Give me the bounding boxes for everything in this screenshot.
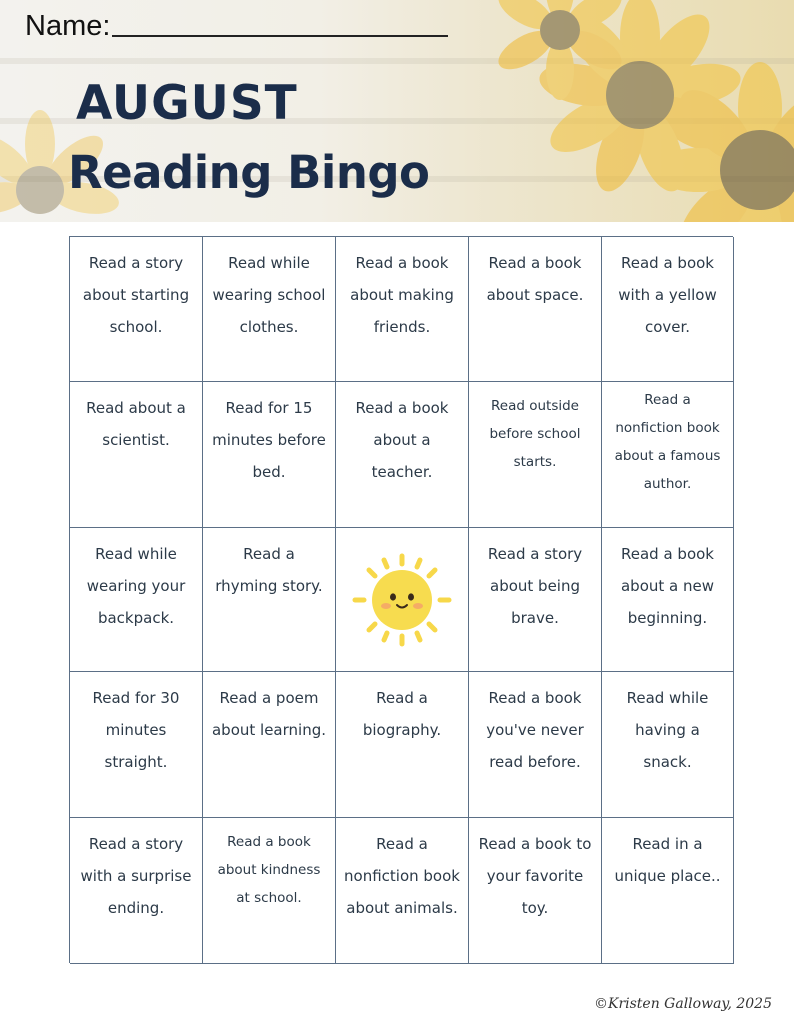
bingo-cell[interactable] xyxy=(203,818,336,964)
bingo-cell-text: Read a nonfiction book about a famous author. xyxy=(614,392,721,492)
bingo-cell[interactable] xyxy=(602,382,734,528)
bingo-cell-text: Read a book about a teacher. xyxy=(355,399,449,481)
bingo-cell-text: Read a book to your favorite toy. xyxy=(478,835,592,917)
bingo-cell-text: Read a book with a yellow cover. xyxy=(618,254,717,336)
bingo-cell-text: Read a story about starting school. xyxy=(82,254,190,336)
smiling-sun-icon xyxy=(347,550,457,650)
name-label: Name: xyxy=(25,10,111,42)
bingo-cell-text: Read a book about making friends. xyxy=(350,254,454,336)
copyright-footer: ©Kristen Galloway, 2025 xyxy=(593,996,772,1012)
bingo-cell-text: Read a story with a surprise ending. xyxy=(80,835,192,917)
bingo-cell-text: Read while having a snack. xyxy=(626,689,709,771)
bingo-cell[interactable] xyxy=(203,672,336,818)
bingo-cell-text: Read a book you've never read before. xyxy=(486,689,584,771)
page-title: Reading Bingo xyxy=(68,146,430,199)
bingo-cell[interactable] xyxy=(602,672,734,818)
bingo-cell[interactable] xyxy=(336,818,469,964)
bingo-cell-text: Read a book about a new beginning. xyxy=(620,545,714,627)
page-title-month: AUGUST xyxy=(76,76,298,131)
bingo-cell-text: Read a nonfiction book about animals. xyxy=(344,835,460,917)
bingo-cell[interactable] xyxy=(469,382,602,528)
bingo-cell[interactable] xyxy=(469,818,602,964)
name-blank-line[interactable] xyxy=(112,34,448,37)
bingo-cell-text: Read while wearing school clothes. xyxy=(212,254,326,336)
bingo-cell-text: Read a book about space. xyxy=(486,254,584,304)
bingo-cell[interactable] xyxy=(469,528,602,672)
bingo-cell[interactable] xyxy=(336,237,469,382)
bingo-cell[interactable] xyxy=(602,528,734,672)
bingo-cell[interactable] xyxy=(602,818,734,964)
bingo-cell-text: Read a poem about learning. xyxy=(211,689,326,739)
bingo-cell[interactable] xyxy=(70,237,203,382)
bingo-cell-text: Read about a scientist. xyxy=(86,399,186,449)
bingo-cell[interactable] xyxy=(70,528,203,672)
bingo-cell-text: Read in a unique place.. xyxy=(614,835,721,885)
bingo-cell[interactable] xyxy=(469,672,602,818)
bingo-cell-text: Read a story about being brave. xyxy=(487,545,583,627)
bingo-cell[interactable] xyxy=(70,672,203,818)
bingo-cell[interactable] xyxy=(602,237,734,382)
bingo-cell-text: Read a rhyming story. xyxy=(215,545,323,595)
bingo-cell-text: Read while wearing your backpack. xyxy=(86,545,186,627)
bingo-cell[interactable] xyxy=(336,672,469,818)
sunflower-header-banner xyxy=(0,0,794,222)
bingo-cell[interactable] xyxy=(336,382,469,528)
bingo-cell[interactable] xyxy=(203,382,336,528)
bingo-cell[interactable] xyxy=(469,237,602,382)
bingo-cell[interactable] xyxy=(203,528,336,672)
bingo-grid xyxy=(69,236,733,963)
bingo-cell-text: Read outside before school starts. xyxy=(489,398,581,470)
bingo-cell[interactable] xyxy=(70,382,203,528)
name-field[interactable] xyxy=(25,10,448,43)
bingo-cell-text: Read a biography. xyxy=(362,689,442,739)
bingo-cell[interactable] xyxy=(70,818,203,964)
bingo-cell-text: Read for 30 minutes straight. xyxy=(92,689,180,771)
bingo-cell-text: Read for 15 minutes before bed. xyxy=(212,399,326,481)
free-space-cell[interactable] xyxy=(336,528,469,672)
bingo-cell[interactable] xyxy=(203,237,336,382)
bingo-cell-text: Read a book about kindness at school. xyxy=(217,834,321,906)
